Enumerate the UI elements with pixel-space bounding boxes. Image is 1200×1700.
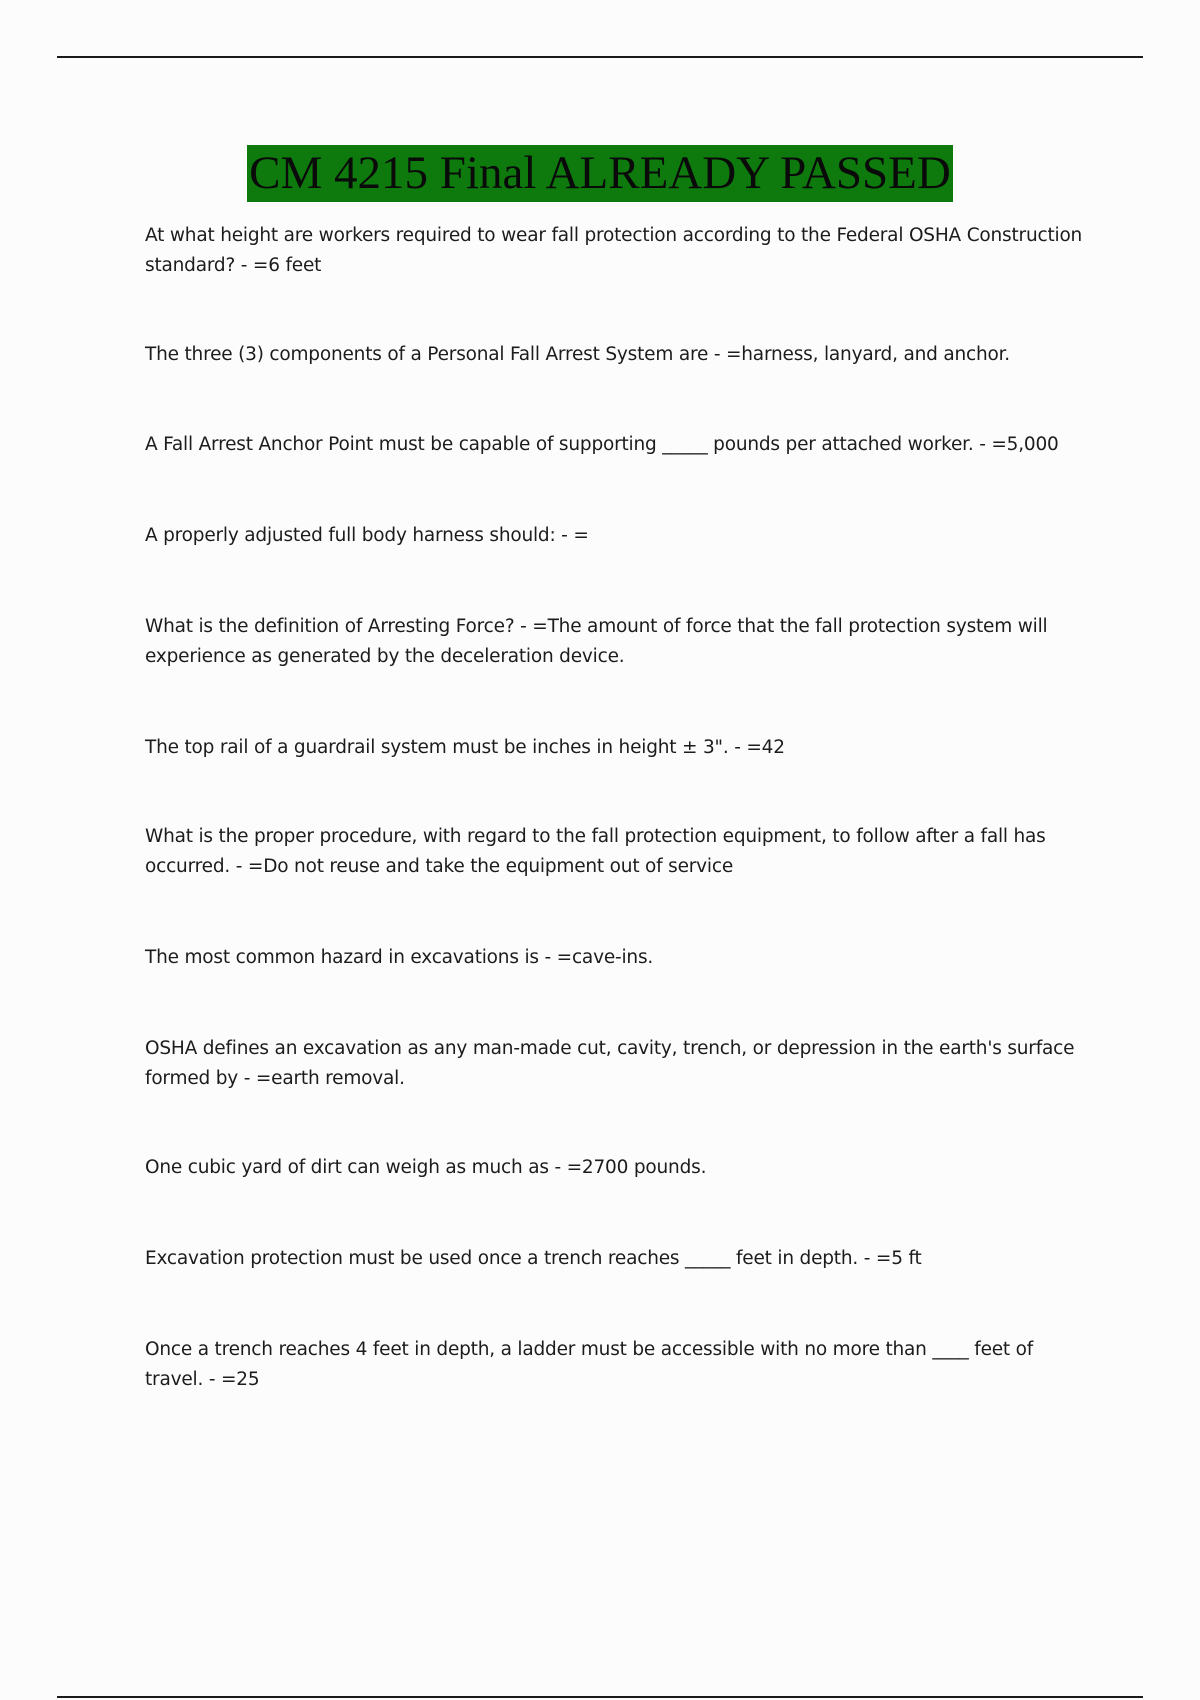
qa-item: One cubic yard of dirt can weigh as much as - =2700 pounds. (145, 1157, 707, 1178)
document-title: CM 4215 Final ALREADY PASSED (247, 145, 953, 202)
header-rule (57, 56, 1143, 58)
qa-item: The three (3) components of a Personal Fall Arrest System are - =harness, lanyard, and anchor. (145, 344, 1010, 365)
qa-item: OSHA defines an excavation as any man-made cut, cavity, trench, or depression in the earth's surface formed by - =earth removal. (145, 1038, 1075, 1089)
qa-item: A properly adjusted full body harness should: - = (145, 525, 589, 546)
footer-rule (57, 1696, 1143, 1698)
qa-item: Once a trench reaches 4 feet in depth, a ladder must be accessible with no more than ____ feet of travel. - =25 (145, 1339, 1034, 1390)
qa-item: A Fall Arrest Anchor Point must be capable of supporting _____ pounds per attached worker. - =5,000 (145, 434, 1059, 455)
qa-item: The top rail of a guardrail system must be inches in height ± 3". - =42 (145, 737, 785, 758)
qa-item: The most common hazard in excavations is - =cave-ins. (145, 947, 654, 968)
qa-item: Excavation protection must be used once a trench reaches _____ feet in depth. - =5 ft (145, 1248, 922, 1269)
qa-item: What is the definition of Arresting Force? - =The amount of force that the fall protection system will experience as generated by the deceleration device. (145, 616, 1048, 667)
qa-item: What is the proper procedure, with regard to the fall protection equipment, to follow after a fall has occurred. - =Do not reuse and take the equipment out of service (145, 826, 1046, 877)
qa-item: At what height are workers required to wear fall protection according to the Federal OSHA Construction standard? - =6 feet (145, 225, 1083, 276)
title-block (0, 145, 1200, 202)
